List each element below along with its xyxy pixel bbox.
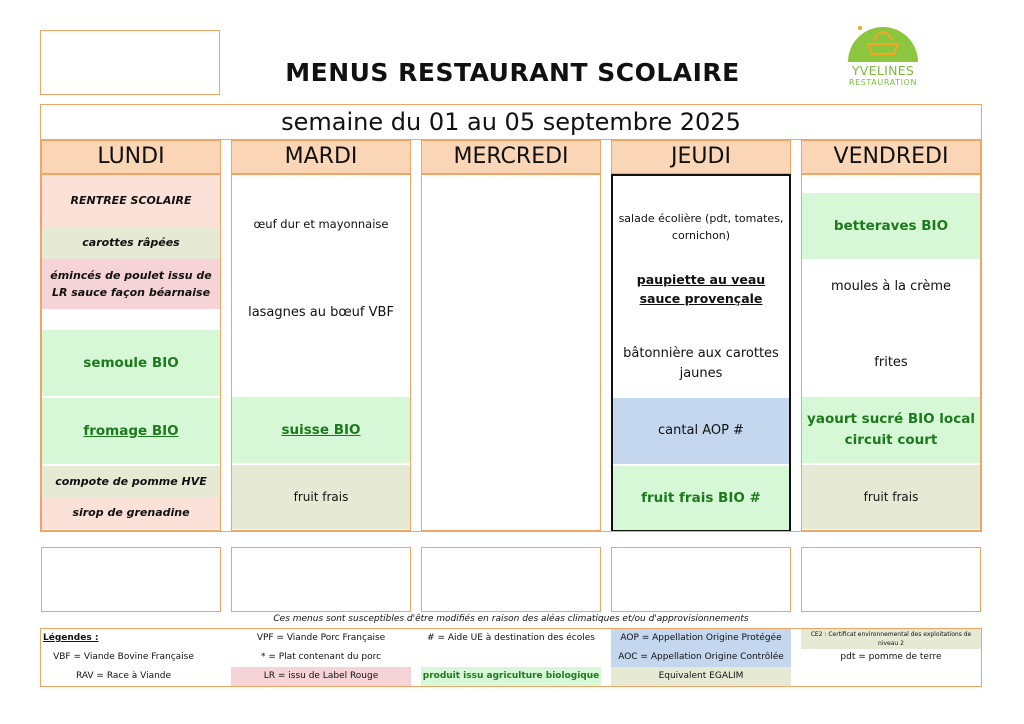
menu-item: RENTREE SCOLAIRE: [42, 175, 220, 227]
empty-box-lundi: [41, 547, 221, 612]
blank-header-box: [40, 30, 220, 95]
menu-item: émincés de poulet issu de LR sauce façon béarnaise: [42, 259, 220, 309]
legend-vpf: VPF = Viande Porc Française: [256, 633, 386, 643]
legend-rav: RAV = Race à Viande: [75, 671, 172, 681]
legend-label-rouge: LR = issu de Label Rouge: [231, 667, 411, 686]
legend-porc: * = Plat contenant du porc: [260, 652, 382, 662]
menu-item: œuf dur et mayonnaise: [253, 217, 389, 232]
legend-vbf: VBF = Viande Bovine Française: [53, 652, 194, 662]
menu-item: semoule BIO: [42, 330, 220, 396]
legend-ce2: CE2 : Certificat environnemental des exploitations de niveau 2: [801, 629, 981, 649]
menu-item: yaourt sucré BIO local circuit court: [802, 397, 980, 463]
day-body-vendredi: [801, 174, 981, 531]
legend-bio: produit issu agriculture biologique: [421, 667, 601, 686]
legend-panel: [40, 628, 982, 687]
logo-emblem-icon: [828, 20, 938, 65]
menu-item: bâtonnière aux carottes jaunes: [623, 345, 779, 381]
empty-box-vendredi: [801, 547, 981, 612]
menu-item: betteraves BIO: [802, 193, 980, 259]
menu-item: cantal AOP #: [613, 398, 789, 464]
legend-title: Légendes :: [43, 633, 99, 643]
day-header-lundi: LUNDI: [41, 140, 221, 174]
logo-text-yvelines: YVELINES: [851, 63, 915, 78]
logo-text-restauration: RESTAURATION: [848, 78, 918, 87]
empty-box-mercredi: [421, 547, 601, 612]
week-title: semaine du 01 au 05 septembre 2025: [40, 104, 982, 140]
empty-box-jeudi: [611, 547, 791, 612]
day-header-jeudi: JEUDI: [611, 140, 791, 174]
yvelines-restauration-logo: [828, 20, 938, 90]
legend-aoc: AOC = Appellation Origine Contrôlée: [611, 648, 791, 667]
menu-item: suisse BIO: [232, 397, 410, 463]
menu-item: fruit frais: [802, 463, 980, 529]
menu-item: fruit frais: [232, 463, 410, 529]
day-header-mercredi: MERCREDI: [421, 140, 601, 174]
day-column-lundi: [41, 140, 221, 531]
menu-item: fromage BIO: [42, 396, 220, 464]
menu-item: frites: [874, 354, 908, 370]
menu-item: compote de pomme HVE: [42, 464, 220, 497]
page-title: MENUS RESTAURANT SCOLAIRE: [285, 58, 740, 87]
menu-item: paupiette au veau sauce provençale: [636, 271, 766, 306]
day-column-vendredi: [801, 140, 981, 531]
menu-item: fruit frais BIO #: [613, 464, 789, 530]
day-body-mercredi: [421, 174, 601, 531]
day-header-vendredi: VENDREDI: [801, 140, 981, 174]
legend-aide-ue: # = Aide UE à destination des écoles: [427, 633, 595, 643]
day-column-mercredi: [421, 140, 601, 531]
legend-pdt: pdt = pomme de terre: [840, 652, 942, 662]
day-body-jeudi: [611, 174, 791, 531]
menu-item: lasagnes au bœuf VBF: [248, 304, 394, 320]
legend-aop: AOP = Appellation Origine Protégée: [611, 629, 791, 648]
menu-item: salade écolière (pdt, tomates, cornichon): [618, 211, 784, 242]
legend-egalim: Equivalent EGALIM: [611, 667, 791, 686]
menu-item: carottes râpées: [42, 227, 220, 259]
disclaimer-text: Ces menus sont susceptibles d'être modifiés en raison des aléas climatiques et/ou d'approvisionnements: [273, 614, 749, 624]
day-column-mardi: [231, 140, 411, 531]
day-header-mardi: MARDI: [231, 140, 411, 174]
day-body-lundi: [41, 174, 221, 531]
day-body-mardi: [231, 174, 411, 531]
day-column-jeudi: [611, 140, 791, 531]
empty-box-mardi: [231, 547, 411, 612]
menu-item: sirop de grenadine: [42, 497, 220, 529]
menu-item: moules à la crème: [830, 278, 952, 294]
